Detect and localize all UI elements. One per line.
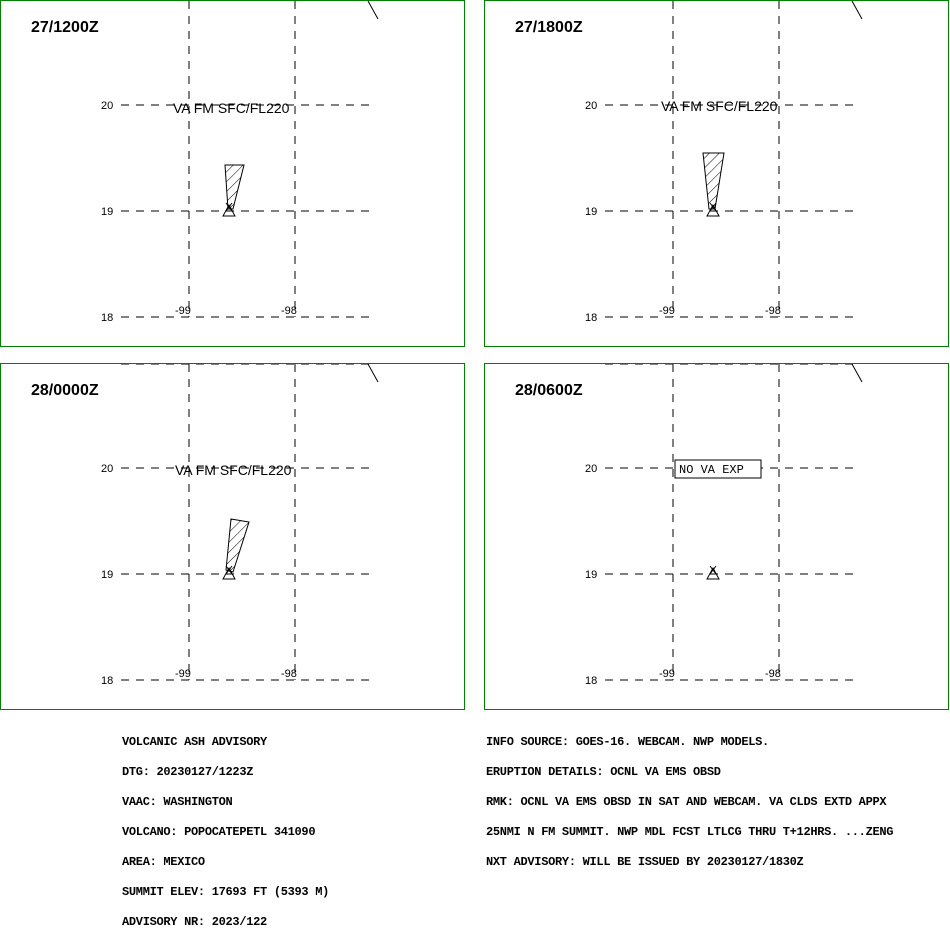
advisory-line: INFO SOURCE: GOES-16. WEBCAM. NWP MODELS.: [486, 735, 769, 749]
forecast-panel-3: [0, 363, 465, 710]
ash-cloud-label: VA FM SFC/FL220: [175, 462, 292, 478]
lat-label-19: 19: [101, 206, 114, 218]
map-graphic: [1, 1, 466, 348]
panel-time-label: 27/1800Z: [515, 19, 583, 36]
ash-cloud-polygon: [226, 519, 249, 572]
lon-label-99: -99: [175, 305, 191, 317]
lat-lon-grid: [605, 364, 862, 680]
advisory-line: VOLCANIC ASH ADVISORY: [122, 735, 267, 749]
lat-lon-grid: [605, 1, 862, 317]
lon-label-98: -98: [281, 668, 297, 680]
ash-cloud-label: VA FM SFC/FL220: [661, 98, 778, 114]
advisory-line: ADVISORY NR: 2023/122: [122, 915, 267, 929]
ash-cloud-polygon: [703, 153, 724, 209]
lat-label-20: 20: [101, 100, 114, 112]
advisory-right-block: [486, 717, 893, 877]
advisory-line: NXT ADVISORY: WILL BE ISSUED BY 20230127/1830Z: [486, 855, 804, 869]
lat-label-19: 19: [585, 206, 598, 218]
advisory-line: 25NMI N FM SUMMIT. NWP MDL FCST LTLCG THRU T+12HRS. ...ZENG: [486, 825, 894, 839]
advisory-line: VAAC: WASHINGTON: [122, 795, 233, 809]
lat-label-20: 20: [585, 100, 598, 112]
lon-label-99: -99: [659, 668, 675, 680]
ash-cloud-polygon: [225, 165, 244, 209]
lat-lon-grid: [121, 1, 378, 317]
lon-label-98: -98: [765, 305, 781, 317]
no-va-label: NO VA EXP: [679, 463, 744, 477]
panel-time-label: 28/0000Z: [31, 382, 99, 399]
forecast-panel-4: [484, 363, 949, 710]
advisory-line: DTG: 20230127/1223Z: [122, 765, 254, 779]
lon-label-99: -99: [175, 668, 191, 680]
volcano-icon: [707, 566, 719, 579]
advisory-line: RMK: OCNL VA EMS OBSD IN SAT AND WEBCAM. VA CLDS EXTD APPX: [486, 795, 887, 809]
panel-time-label: 28/0600Z: [515, 382, 583, 399]
lat-label-20: 20: [585, 463, 598, 475]
lat-label-18: 18: [101, 675, 114, 687]
forecast-panel-2: [484, 0, 949, 347]
advisory-line: ERUPTION DETAILS: OCNL VA EMS OBSD: [486, 765, 721, 779]
lon-label-98: -98: [281, 305, 297, 317]
lat-label-18: 18: [101, 312, 114, 324]
map-graphic: [485, 1, 950, 348]
panel-time-label: 27/1200Z: [31, 19, 99, 36]
lat-label-19: 19: [101, 569, 114, 581]
advisory-line: SUMMIT ELEV: 17693 FT (5393 M): [122, 885, 330, 899]
advisory-left-block: [122, 717, 329, 937]
lat-label-20: 20: [101, 463, 114, 475]
map-graphic: [1, 364, 466, 711]
lat-label-19: 19: [585, 569, 598, 581]
lat-label-18: 18: [585, 312, 598, 324]
advisory-line: VOLCANO: POPOCATEPETL 341090: [122, 825, 316, 839]
lon-label-98: -98: [765, 668, 781, 680]
map-graphic: [485, 364, 950, 711]
lon-label-99: -99: [659, 305, 675, 317]
lat-label-18: 18: [585, 675, 598, 687]
ash-cloud-label: VA FM SFC/FL220: [173, 100, 290, 116]
advisory-line: AREA: MEXICO: [122, 855, 205, 869]
forecast-panel-1: [0, 0, 465, 347]
